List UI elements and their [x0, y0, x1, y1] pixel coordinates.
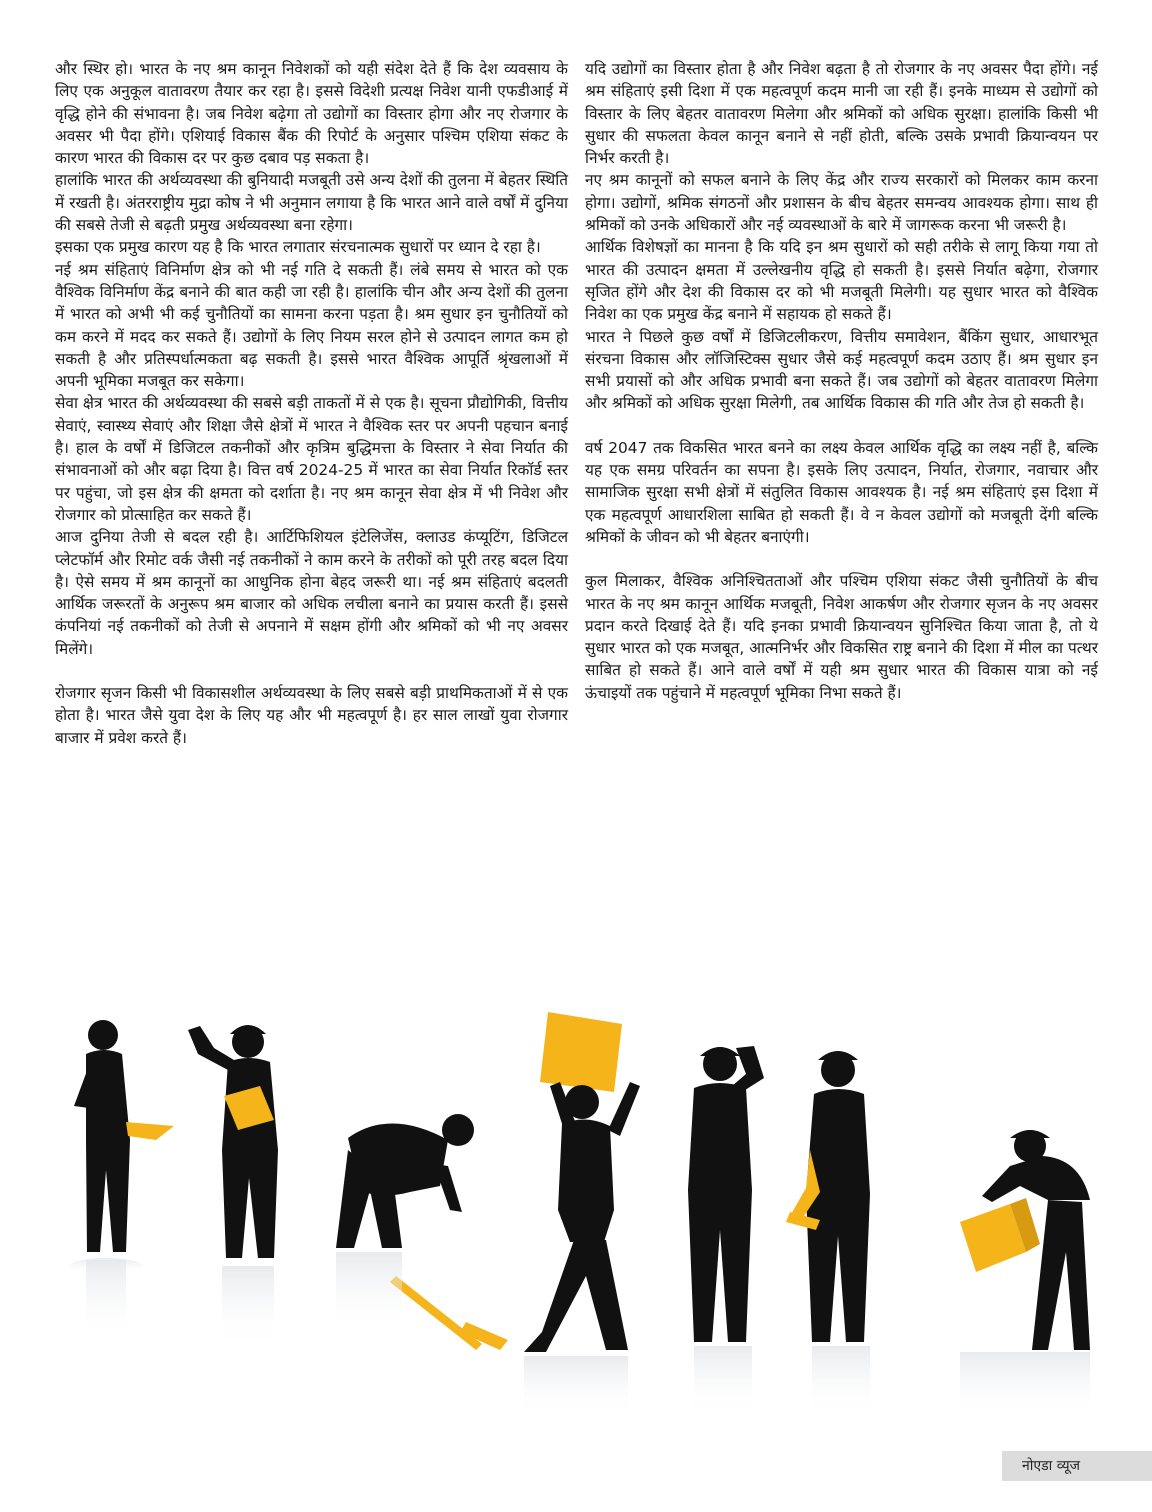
paragraph: नई श्रम संहिताएं विनिर्माण क्षेत्र को भी नई गति दे सकती हैं। लंबे समय से भारत को एक वैश्विक विनिर्माण केंद्र बनाने की बात कही जा रही है। हालांकि चीन और अन्य देशों की तुलना में भारत को अभी भी कई चुनौतियों का सामना करना पड़ता है। श्रम सुधार इन चुनौतियों को कम करने में मदद कर सकते हैं। उद्योगों के लिए नियम सरल होने से उत्पादन लागत कम हो सकती है और प्रतिस्पर्धात्मकता बढ़ सकती है। इससे भारत वैश्विक आपूर्ति श्रृंखलाओं में अपनी भूमिका मजबूत कर सकेगा। — [55, 260, 568, 391]
paragraph: रोजगार सृजन किसी भी विकासशील अर्थव्यवस्था के लिए सबसे बड़ी प्राथमिकताओं में से एक होता है। भारत जैसे युवा देश के लिए यह और भी महत्वपूर्ण है। हर साल लाखों युवा रोजगार बाजार में प्रवेश करते हैं। — [55, 684, 568, 747]
paragraph: हालांकि भारत की अर्थव्यवस्था की बुनियादी मजबूती उसे अन्य देशों की तुलना में बेहतर स्थिति में रखती है। अंतरराष्ट्रीय मुद्रा कोष ने भी अनुमान लगाया है कि भारत आने वाले वर्षों में दुनिया की सबसे तेजी से बढ़ती प्रमुख अर्थव्यवस्था बना रहेगा। — [55, 171, 568, 235]
paragraph: भारत ने पिछले कुछ वर्षों में डिजिटलीकरण, वित्तीय समावेशन, बैंकिंग सुधार, आधारभूत संरचना विकास और लॉजिस्टिक्स सुधार जैसे कई महत्वपूर्ण कदम उठाए हैं। श्रम सुधार इन सभी प्रयासों को और अधिक प्रभावी बना सकते हैं। जब उद्योगों को बेहतर वातावरण मिलेगा और श्रमिकों को अधिक सुरक्षा मिलेगी, तब आर्थिक विकास की गति और तेज हो सकती है। — [585, 327, 1098, 413]
paragraph: यदि उद्योगों का विस्तार होता है और निवेश बढ़ता है तो रोजगार के नए अवसर पैदा होंगे। नई श्रम संहिताएं इसी दिशा में एक महत्वपूर्ण कदम मानी जा रही हैं। इनके माध्यम से उद्योगों को विस्तार के लिए बेहतर वातावरण मिलेगा और श्रमिकों को अधिक सुरक्षा। हालांकि किसी भी सुधार की सफलता केवल कानून बनाने से नहीं होती, बल्कि उसके प्रभावी क्रियान्वयन पर निर्भर करती है। — [585, 60, 1098, 168]
workers-silhouettes-icon — [30, 990, 1130, 1440]
figure-woman-writing — [74, 1020, 174, 1252]
paragraph: सेवा क्षेत्र भारत की अर्थव्यवस्था की सबसे बड़ी ताकतों में से एक है। सूचना प्रौद्योगिकी, वित्तीय सेवाएं, स्वास्थ्य सेवाएं और शिक्षा जैसे क्षेत्रों में भारत ने वैश्विक स्तर पर अपनी पहचान बनाई है। हाल के वर्षों में डिजिटल तकनीकों और कृत्रिम बुद्धिमत्ता के विस्तार ने सेवा निर्यात की संभावनाओं को और बढ़ा दिया है। वित्त वर्ष 2024-25 में भारत का सेवा निर्यात रिकॉर्ड स्तर पर पहुंचा, जो इस क्षेत्र की क्षमता को दर्शाता है। नए श्रम कानून सेवा क्षेत्र में भी निवेश और रोजगार को प्रोत्साहित कर सकते हैं। — [55, 394, 568, 524]
paragraph: कुल मिलाकर, वैश्विक अनिश्चितताओं और पश्चिम एशिया संकट जैसी चुनौतियों के बीच भारत के नए श्रम कानून आर्थिक मजबूती, निवेश आकर्षण और रोजगार सृजन के नए अवसर प्रदान करते दिखाई देते हैं। यदि इनका प्रभावी क्रियान्वयन सुनिश्चित किया जाता है, तो ये सुधार भारत को एक मजबूत, आत्मनिर्भर और विकसित राष्ट्र बनाने की दिशा में मील का पत्थर साबित हो सकते हैं। आने वाले वर्षों में यही श्रम सुधार भारत की विकास यात्रा को नई ऊंचाइयों तक पहुंचाने में महत्वपूर्ण भूमिका निभा सकते हैं। — [585, 572, 1098, 702]
paragraph: आर्थिक विशेषज्ञों का मानना है कि यदि इन श्रम सुधारों को सही तरीके से लागू किया गया तो भारत की उत्पादन क्षमता में उल्लेखनीय वृद्धि हो सकती है। इससे निर्यात बढ़ेगा, रोजगार सृजित होंगे और देश की विकास दर को भी मजबूती मिलेगी। यह सुधार भारत को वैश्विक निवेश का एक प्रमुख केंद्र बनाने में सहायक हो सकते हैं। — [585, 238, 1098, 324]
paragraph: नए श्रम कानूनों को सफल बनाने के लिए केंद्र और राज्य सरकारों को मिलकर काम करना होगा। उद्योगों, श्रमिक संगठनों और प्रशासन के बीच बेहतर समन्वय आवश्यक होगा। साथ ही श्रमिकों को उनके अधिकारों और नई व्यवस्थाओं के बारे में जागरूक करना भी जरूरी है। — [585, 171, 1098, 235]
figure-worker-scratching-head — [688, 1046, 764, 1342]
figure-worker-carrying-box — [524, 1012, 640, 1352]
article-left-column — [55, 58, 568, 749]
figure-worker-lifting-box — [960, 1130, 1090, 1350]
publication-name: नोएडा व्यूज — [1022, 1458, 1080, 1474]
paragraph: इसका एक प्रमुख कारण यह है कि भारत लगातार संरचनात्मक सुधारों पर ध्यान दे रहा है। — [55, 238, 541, 257]
paragraph: और स्थिर हो। भारत के नए श्रम कानून निवेशकों को यही संदेश देते हैं कि देश व्यवसाय के लिए एक अनुकूल वातावरण तैयार कर रहा है। इससे विदेशी प्रत्यक्ष निवेश यानी एफडीआई में वृद्धि होने की संभावना है। जब निवेश बढ़ेगा तो उद्योगों का विस्तार होगा और नए रोजगार के अवसर भी पैदा होंगे। एशियाई विकास बैंक की रिपोर्ट के अनुसार पश्चिम एशिया संकट के कारण भारत की विकास दर पर कुछ दबाव पड़ सकता है। — [55, 60, 568, 168]
figure-man-with-clipboard — [188, 1025, 278, 1258]
paragraph: आज दुनिया तेजी से बदल रही है। आर्टिफिशियल इंटेलिजेंस, क्लाउड कंप्यूटिंग, डिजिटल प्लेटफॉर्म और रिमोट वर्क जैसी नई तकनीकों ने काम करने के तरीकों को पूरी तरह बदल दिया है। ऐसे समय में श्रम कानूनों का आधुनिक होना बेहद जरूरी था। नई श्रम संहिताएं बदलती आर्थिक जरूरतों के अनुरूप श्रम बाजार को अधिक लचीला बनाने का प्रयास करती हैं। इससे कंपनियां नई तकनीकों को तेजी से अपनाने में सक्षम होंगी और श्रमिकों को भी नए अवसर मिलेंगे। — [55, 528, 568, 658]
paragraph: वर्ष 2047 तक विकसित भारत बनने का लक्ष्य केवल आर्थिक वृद्धि का लक्ष्य नहीं है, बल्कि यह एक समग्र परिवर्तन का सपना है। इसके लिए उत्पादन, निर्यात, रोजगार, नवाचार और सामाजिक सुरक्षा सभी क्षेत्रों में संतुलित विकास आवश्यक है। नई श्रम संहिताएं इस दिशा में एक महत्वपूर्ण आधारशिला साबित हो सकती हैं। वे न केवल उद्योगों को मजबूती देंगी बल्कि श्रमिकों के जीवन को भी बेहतर बनाएंगी। — [585, 438, 1098, 546]
article-right-column — [585, 58, 1098, 704]
figure-worker-with-tool — [786, 1051, 870, 1342]
